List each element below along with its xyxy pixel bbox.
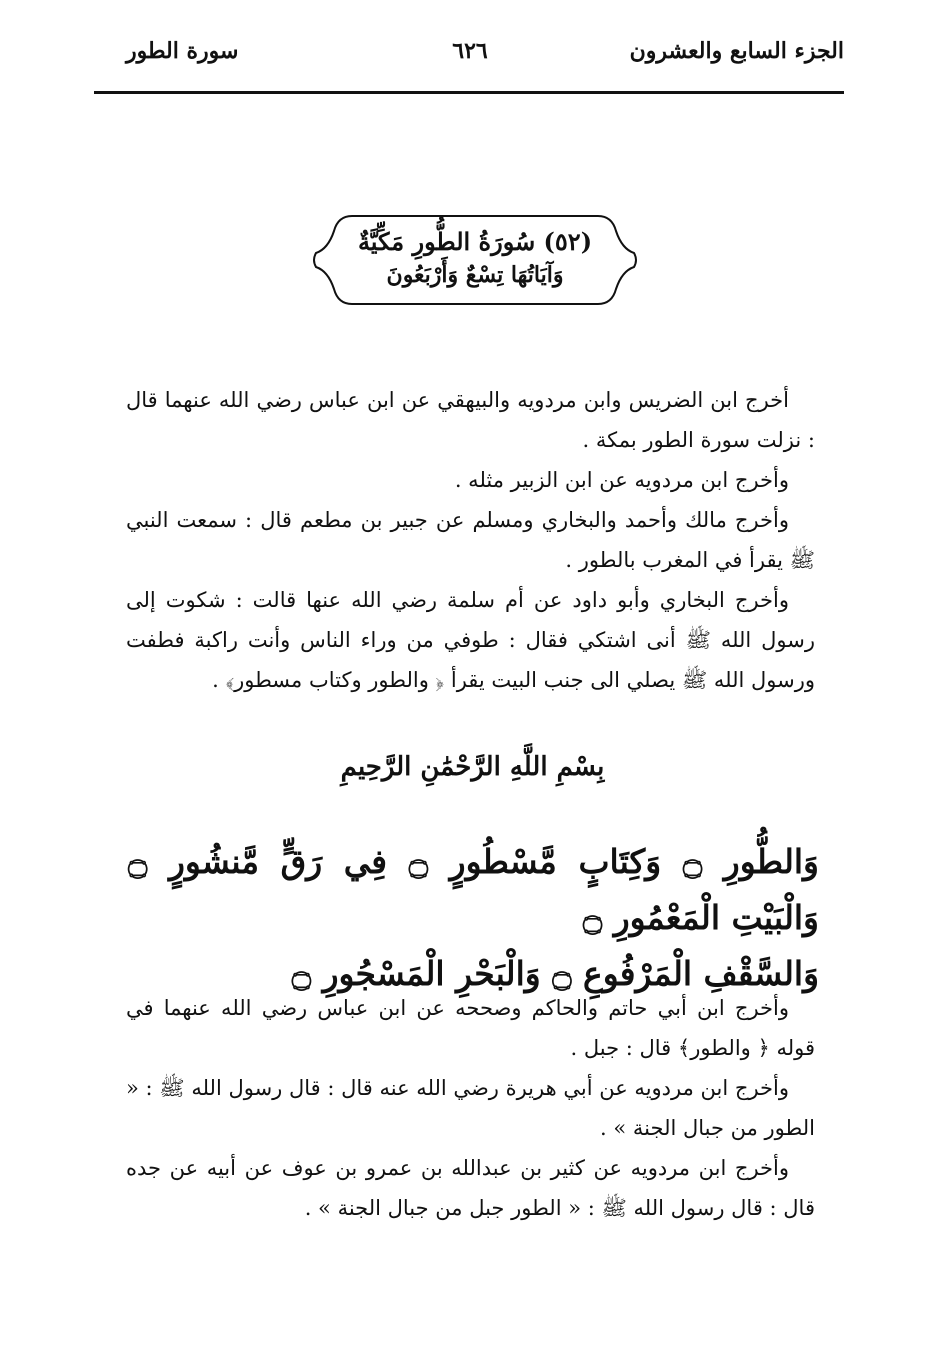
paragraph: وأخرج مالك وأحمد والبخاري ومسلم عن جبير بن مطعم قال : سمعت النبي ﷺ يقرأ في المغرب بالطور . <box>126 508 815 572</box>
juz-label: الجزء السابع والعشرون <box>629 38 844 64</box>
ayah-count: وَآيَاتُهَا تِسْعٌ وَأَرْبَعُونَ <box>386 262 564 288</box>
surah-label: سورة الطور <box>126 38 239 64</box>
page-number: ٦٢٦ <box>452 38 488 64</box>
quran-verses <box>128 834 819 1002</box>
running-header <box>96 38 844 84</box>
surah-title-cartouche <box>312 213 638 307</box>
verse-line: وَالطُّورِ ۝ وَكِتَابٍ مَّسْطُورٍ ۝ فِي رَقٍّ مَّنشُورٍ ۝ وَالْبَيْتِ الْمَعْمُورِ ۝ <box>128 842 819 937</box>
verse-line: وَالسَّقْفِ الْمَرْفُوعِ ۝ وَالْبَحْرِ الْمَسْجُورِ ۝ <box>291 954 819 993</box>
paragraph: وأخرج ابن مردويه عن كثير بن عبدالله بن عمرو بن عوف عن أبيه عن جده قال : قال رسول الله ﷺ : « الطور جبل من جبال الجنة » . <box>126 1156 815 1220</box>
paragraph: وأخرج ابن أبي حاتم والحاكم وصححه عن ابن عباس رضي الله عنهما في قوله ﴿ والطور﴾ قال : جبل . <box>126 996 815 1060</box>
header-rule <box>94 91 844 94</box>
paragraph: وأخرج البخاري وأبو داود عن أم سلمة رضي الله عنها قالت : شكوت إلى رسول الله ﷺ أنى اشتكي فقال : طوفي من وراء الناس وأنت راكبة فطفت ورسول الله ﷺ يصلي الى جنب البيت يقرأ ﴿ والطور وكتاب مسطور﴾ . <box>126 588 815 692</box>
paragraph: وأخرج ابن مردويه عن أبي هريرة رضي الله عنه قال : قال رسول الله ﷺ : « الطور من جبال الجنة » . <box>126 1076 815 1140</box>
paragraph: أخرج ابن الضريس وابن مردويه والبيهقي عن ابن عباس رضي الله عنهما قال : نزلت سورة الطور بمكة . <box>126 388 815 452</box>
basmala: بِسْمِ اللَّهِ الرَّحْمَٰنِ الرَّحِيمِ <box>340 752 605 782</box>
surah-title: (٥٢) سُورَةُ الطُّورِ مَكِّيَّةٌ <box>357 227 593 256</box>
intro-text <box>126 380 815 700</box>
paragraph: وأخرج ابن مردويه عن ابن الزبير مثله . <box>454 468 789 492</box>
commentary-text <box>126 988 815 1228</box>
